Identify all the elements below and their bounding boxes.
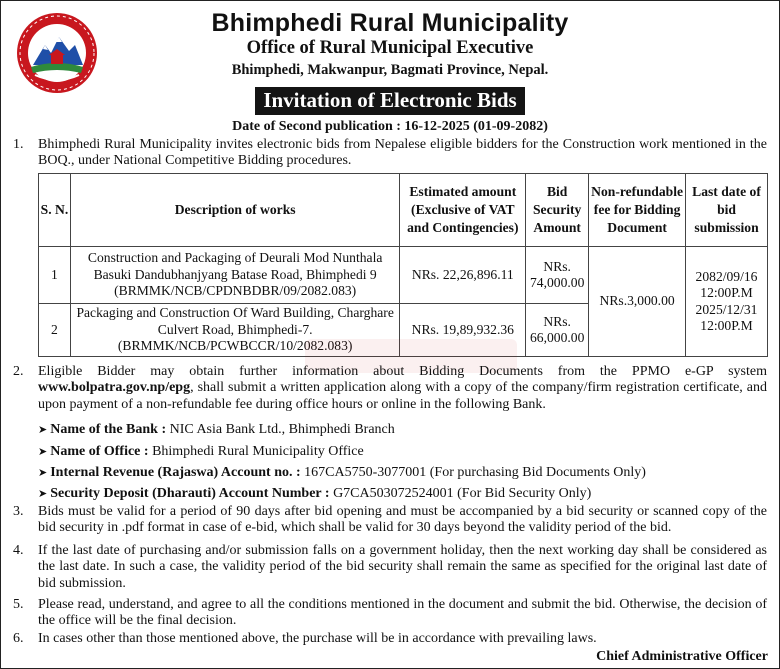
clause-text bbox=[38, 364, 767, 413]
col-header-description: Description of works bbox=[70, 174, 400, 247]
deposit-account-value: G7CA503072524001 (For Bid Security Only) bbox=[329, 486, 592, 501]
clause-5 bbox=[13, 597, 767, 630]
clause-1 bbox=[13, 137, 767, 170]
document-fee-cell: NRs.3,000.00 bbox=[589, 247, 686, 357]
office-name: Office of Rural Municipal Executive bbox=[246, 38, 534, 58]
clause-text: Bhimphedi Rural Municipality invites electronic bids from Nepalese eligible bidders for the Construction work mentioned in the BOQ., under National Competitive Bidding procedures. bbox=[38, 137, 767, 169]
revenue-account-line bbox=[38, 465, 646, 481]
clause-2 bbox=[13, 364, 767, 413]
office-address: Bhimphedi, Makwanpur, Bagmati Province, Nepal. bbox=[231, 62, 549, 78]
bids-table bbox=[38, 173, 768, 357]
municipality-name: Bhimphedi Rural Municipality bbox=[211, 9, 569, 37]
clause-text-part: Eligible Bidder may obtain further information about Bidding Documents from the PPMO e-GP system bbox=[38, 364, 767, 379]
row-estimate: NRs. 22,26,896.11 bbox=[400, 247, 526, 304]
clause-3 bbox=[13, 504, 767, 537]
clause-text: Please read, understand, and agree to all the conditions mentioned in the document and submit the bid. Otherwise, the decision of the office will be the final decision. bbox=[38, 597, 767, 629]
row-sn: 1 bbox=[39, 247, 71, 304]
bank-name-value: NIC Asia Bank Ltd., Bhimphedi Branch bbox=[166, 422, 395, 437]
row-sn: 2 bbox=[39, 304, 71, 357]
clause-number: 2. bbox=[13, 364, 24, 379]
clause-text-part: , shall submit a written application along with a copy of the company/firm registration certificate, and upon payment of a non-refundable fee during office hours or online in the following Bank. bbox=[38, 380, 767, 412]
clause-text: Bids must be valid for a period of 90 days after bid opening and must be accompanied by a bid security or scanned copy of the bid security in .pdf format in case of e-bid, which shall be valid for 30 days beyond the validity period of the bid. bbox=[38, 504, 767, 536]
bank-name-label: Name of the Bank : bbox=[50, 422, 167, 437]
clause-4 bbox=[13, 543, 767, 592]
egp-link[interactable]: www.bolpatra.gov.np/epg bbox=[38, 380, 191, 396]
signatory-title: Chief Administrative Officer bbox=[596, 649, 768, 664]
bank-name-line bbox=[38, 422, 395, 438]
revenue-account-label: Internal Revenue (Rajaswa) Account no. : bbox=[50, 465, 301, 480]
deposit-account-label: Security Deposit (Dharauti) Account Number : bbox=[50, 486, 330, 501]
clause-number: 3. bbox=[13, 504, 24, 519]
notice-title: Invitation of Electronic Bids bbox=[255, 87, 524, 115]
deposit-account-line bbox=[38, 486, 591, 502]
clause-number: 6. bbox=[13, 631, 24, 646]
table-header-row bbox=[39, 174, 768, 247]
col-header-fee: Non-refundable fee for Bidding Document bbox=[589, 174, 686, 247]
office-name-value: Bhimphedi Rural Municipality Office bbox=[148, 444, 364, 459]
col-header-estimate: Estimated amount (Exclusive of VAT and Contingencies) bbox=[400, 174, 526, 247]
clause-number: 5. bbox=[13, 597, 24, 612]
row-security: NRs. 74,000.00 bbox=[526, 247, 589, 304]
row-estimate: NRs. 19,89,932.36 bbox=[400, 304, 526, 357]
row-security: NRs. 66,000.00 bbox=[526, 304, 589, 357]
clause-text: In cases other than those mentioned above, the purchase will be in accordance with prevailing laws. bbox=[38, 631, 597, 646]
office-name-line bbox=[38, 444, 364, 460]
row-description: Packaging and Construction Of Ward Building, Charghare Culvert Road, Bhimphedi-7. (BRMMK/NCB/PCWBCCR/10/2082.083) bbox=[70, 304, 400, 357]
revenue-account-value: 167CA5750-3077001 (For purchasing Bid Documents Only) bbox=[300, 465, 646, 480]
row-description: Construction and Packaging of Deurali Mod Nunthala Basuki Dandubhanjyang Batase Road, Bhimphedi 9 (BRMMK/NCB/CPDNBDBR/09/2082.083) bbox=[70, 247, 400, 304]
office-name-label: Name of Office : bbox=[50, 444, 149, 459]
col-header-security: Bid Security Amount bbox=[526, 174, 589, 247]
publication-date: Date of Second publication : 16-12-2025 (01-09-2082) bbox=[232, 119, 548, 134]
arrow-bullet-icon: ➤ bbox=[38, 466, 48, 479]
clause-text: If the last date of purchasing and/or submission falls on a government holiday, then the next working day shall be considered as the last date. In such a case, the validity period of the bid security shall remain the same as specified for the original last date of bid submission. bbox=[38, 543, 767, 591]
arrow-bullet-icon: ➤ bbox=[38, 487, 48, 500]
arrow-bullet-icon: ➤ bbox=[38, 423, 48, 436]
col-header-last-date: Last date of bid submission bbox=[686, 174, 768, 247]
arrow-bullet-icon: ➤ bbox=[38, 445, 48, 458]
clause-6 bbox=[13, 631, 767, 647]
clause-number: 4. bbox=[13, 543, 24, 558]
table-row bbox=[39, 247, 768, 304]
last-date-cell: 2082/09/16 12:00P.M 2025/12/31 12:00P.M bbox=[686, 247, 768, 357]
clause-number: 1. bbox=[13, 137, 24, 152]
col-header-sn: S. N. bbox=[39, 174, 71, 247]
